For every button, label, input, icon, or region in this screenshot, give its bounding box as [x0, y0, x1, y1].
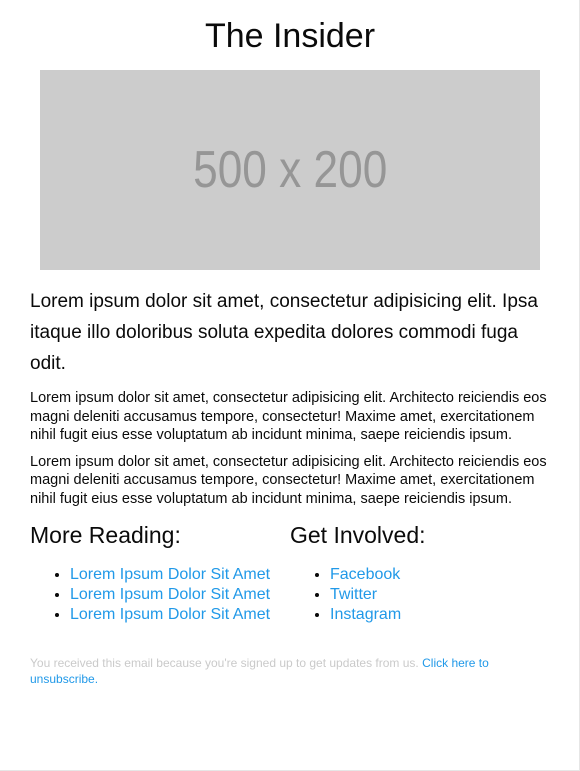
list-item	[330, 565, 550, 585]
article-content	[15, 286, 565, 687]
body-paragraph-1: Lorem ipsum dolor sit amet, consectetur adipisicing elit. Architecto reiciendis eos magni deleniti accusamus tempore, consectetur! Maxime amet, exercitationem nihil fugit eius esse voluptatum ab incidunt minima, saepe reiciendis ipsum.	[30, 390, 547, 443]
get-involved-heading: Get Involved:	[290, 522, 426, 548]
list-item	[70, 585, 290, 605]
more-reading-list	[30, 565, 290, 625]
more-reading-link-1[interactable]: Lorem Ipsum Dolor Sit Amet	[70, 566, 271, 583]
list-item	[70, 565, 290, 585]
email-container	[15, 0, 565, 687]
hero-image-placeholder	[40, 70, 540, 270]
instagram-link[interactable]: Instagram	[330, 606, 402, 623]
unsubscribe-link[interactable]: Click here to unsubscribe.	[30, 656, 489, 686]
more-reading-column	[30, 520, 290, 625]
hero-placeholder-text: 500 x 200	[192, 141, 388, 199]
list-item	[70, 605, 290, 625]
list-item	[330, 585, 550, 605]
newsletter-title: The Insider	[204, 17, 376, 55]
footer-notice: You received this email because you're signed up to get updates from us.	[30, 656, 419, 670]
get-involved-column	[290, 520, 550, 625]
more-reading-heading: More Reading:	[30, 522, 181, 548]
more-reading-link-3[interactable]: Lorem Ipsum Dolor Sit Amet	[70, 606, 271, 623]
get-involved-list	[290, 565, 550, 625]
facebook-link[interactable]: Facebook	[330, 566, 401, 583]
more-reading-link-2[interactable]: Lorem Ipsum Dolor Sit Amet	[70, 586, 271, 603]
body-paragraph-2: Lorem ipsum dolor sit amet, consectetur adipisicing elit. Architecto reiciendis eos magni deleniti accusamus tempore, consectetur! Maxime amet, exercitationem nihil fugit eius esse voluptatum ab incidunt minima, saepe reiciendis ipsum.	[30, 453, 547, 507]
lead-paragraph: Lorem ipsum dolor sit amet, consectetur adipisicing elit. Ipsa itaque illo doloribus soluta expedita dolores commodi fuga odit.	[30, 291, 538, 374]
link-columns	[30, 520, 550, 625]
twitter-link[interactable]: Twitter	[330, 586, 378, 603]
email-footer	[30, 655, 550, 687]
list-item	[330, 605, 550, 625]
